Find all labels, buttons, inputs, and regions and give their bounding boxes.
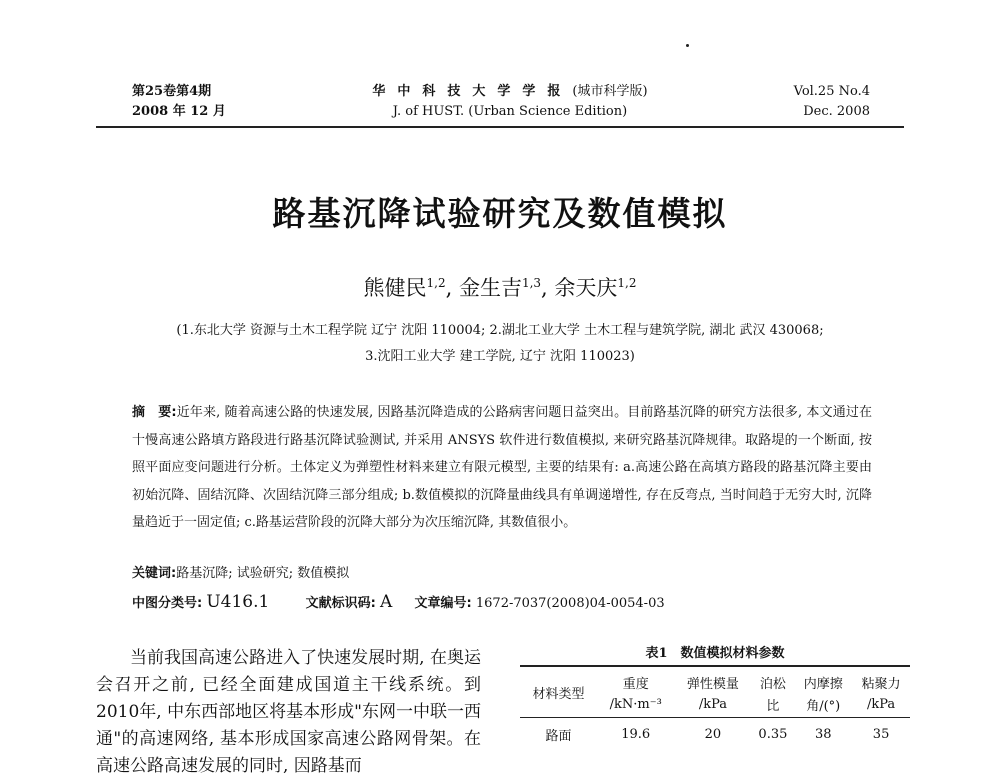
- table-header-unit: 角/(°): [794, 692, 852, 718]
- paper-title: 路基沉降试验研究及数值模拟: [272, 194, 728, 233]
- table-cell: 38: [814, 727, 832, 742]
- scan-speck: [686, 44, 689, 47]
- table-cell: 20: [704, 727, 722, 742]
- author-affiliation-mark: 1,2: [426, 276, 446, 290]
- material-parameters-table: [520, 665, 910, 751]
- abstract-text: 近年来, 随着高速公路的快速发展, 因路基沉降造成的公路病害问题日益突出。目前路基沉降的研究方法很多, 本文通过在十慢高速公路填方路段进行路基沉降试验测试, 并采用 ANSYS 软件进行数值模拟, 来研究路基沉降规律。取路堤的一个断面, 按照平面应变问题进行分析。土体定义为弹塑性材料来建立有限元模型, 主要的结果有: a.高速公路在高填方路段的路基沉降主要由初始沉降、固结沉降、次固结沉降三部分组成; b.数值模拟的沉降量曲线具有单调递增性, 存在反弯点, 当时间趋于无穷大时, 沉降量趋近于一固定值; c.路基运营阶段的沉降大部分为次压缩沉降, 其数值很小。: [132, 405, 872, 530]
- keywords-label: 关键词:: [132, 566, 177, 581]
- journal-title-en: J. of HUST. (Urban Science Edition): [392, 104, 628, 119]
- clc-value: U416.1: [206, 592, 270, 612]
- journal-volume-info: [132, 82, 226, 122]
- body-paragraph: 当前我国高速公路进入了快速发展时期, 在奥运会召开之前, 已经全面建成国道主干线系统。到2010年, 中东西部地区将基本形成"东网一中联一西通"的高速网络, 基本形成国家高速公路网骨架。在高速公路高速发展的同时, 因路基而: [96, 648, 481, 776]
- affiliation-line: (1.东北大学 资源与土木工程学院 辽宁 沈阳 110004; 2.湖北工业大学 土木工程与建筑学院, 湖北 武汉 430068;: [176, 323, 824, 338]
- volume-en: Vol.25 No.4: [793, 84, 870, 99]
- publication-date: 2008 年 12 月: [132, 104, 226, 119]
- author-separator: ,: [541, 276, 555, 300]
- article-number-label: 文章编号:: [414, 596, 472, 611]
- table-header-cell: 弹性模量: [674, 666, 751, 692]
- journal-volume-en: [794, 82, 870, 122]
- table-header-unit: /kPa: [674, 692, 751, 718]
- author-separator: ,: [445, 276, 459, 300]
- table-header-unit: 比: [751, 692, 794, 718]
- author-name: 熊健民: [363, 276, 427, 300]
- classification-line: [132, 591, 665, 615]
- article-number-value: 1672-7037(2008)04-0054-03: [475, 596, 665, 611]
- journal-title-main: 华中科技大学学报: [372, 84, 573, 99]
- abstract: [132, 399, 872, 537]
- table-cell: 0.35: [758, 727, 788, 742]
- volume-issue: 第25卷第4期: [132, 84, 212, 99]
- affiliation-line: 3.沈阳工业大学 建工学院, 辽宁 沈阳 110023): [365, 349, 635, 364]
- table-cell: 19.6: [621, 727, 651, 742]
- doc-code-label: 文献标识码:: [305, 596, 376, 611]
- journal-title-suffix: (城市科学版): [572, 84, 648, 99]
- author-name: 余天庆: [554, 276, 618, 300]
- table-header-cell: 内摩擦: [794, 666, 852, 692]
- abstract-label: 摘 要:: [132, 405, 177, 420]
- table-header-cell: 泊松: [751, 666, 794, 692]
- journal-title-cn: [300, 82, 720, 102]
- author-affiliation-mark: 1,2: [617, 276, 637, 290]
- table-row: [520, 718, 910, 752]
- date-en: Dec. 2008: [803, 104, 870, 119]
- author-affiliation-mark: 1,3: [521, 276, 542, 290]
- header-rule: [96, 126, 904, 128]
- author-list: [0, 272, 1000, 302]
- doc-code-value: A: [379, 592, 393, 612]
- clc-label: 中图分类号:: [132, 596, 203, 611]
- table-cell: 35: [872, 727, 890, 742]
- table-caption: 表1 数值模拟材料参数: [645, 646, 785, 661]
- affiliations: [0, 318, 1000, 370]
- keywords-text: 路基沉降; 试验研究; 数值模拟: [176, 566, 350, 581]
- keywords: [132, 564, 349, 584]
- table-header-cell: 粘聚力: [852, 666, 910, 692]
- author-name: 金生吉: [458, 276, 522, 300]
- table-header-unit: /kN·m⁻³: [597, 692, 674, 718]
- table-cell-material: 路面: [545, 729, 572, 744]
- journal-name: [300, 82, 720, 122]
- table-header-cell: 重度: [597, 666, 674, 692]
- table-header-unit: /kPa: [852, 692, 910, 718]
- table-header-material: 材料类型: [520, 666, 597, 718]
